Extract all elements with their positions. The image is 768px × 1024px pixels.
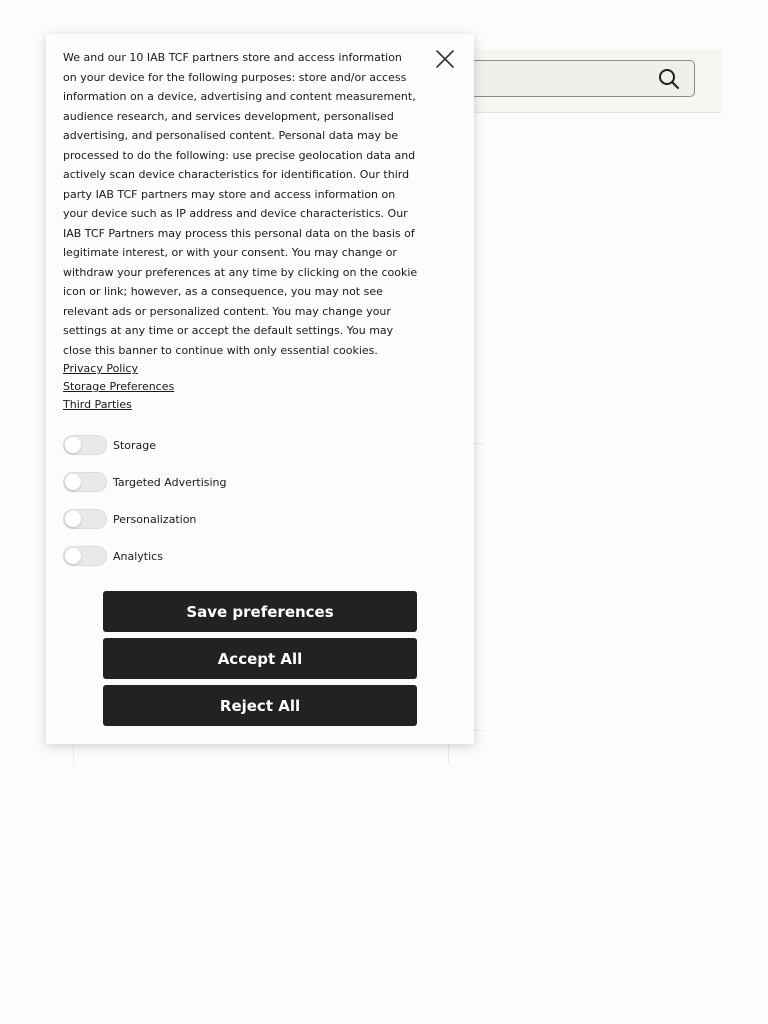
consent-toggles	[63, 434, 458, 567]
toggle-knob	[65, 548, 81, 564]
toggle-row-storage	[63, 434, 458, 456]
toggle-row-personalization	[63, 508, 458, 530]
privacy-policy-link[interactable]: Privacy Policy	[63, 362, 138, 375]
reject-all-button[interactable]: Reject All	[103, 685, 417, 726]
targeted-advertising-toggle-label: Targeted Advertising	[113, 475, 227, 489]
storage-preferences-link[interactable]: Storage Preferences	[63, 380, 175, 393]
toggle-row-targeted-advertising	[63, 471, 458, 493]
consent-body-text: We and our 10 IAB TCF partners store and access information on your device for the following purposes: store and/or access information on a device, advertising and content measurement, audience research, and services development, personalised advertising, and personalised content. Personal data may be processed to do the following: use precise geolocation data and actively scan device characteristics for identification. Our third party IAB TCF partners may store and access information on your device such as IP address and device characteristics. Our IAB TCF Partners may process this personal data on the basis of legitimate interest, or with your consent. You may change or withdraw your preferences at any time by clicking on the cookie icon or link; however, as a consequence, you may not see relevant ads or personalized content. You may change your settings at any time or accept the default settings. You may close this banner to continue with only essential cookies.	[63, 51, 418, 357]
third-parties-link[interactable]: Third Parties	[63, 398, 132, 411]
search-input[interactable]	[446, 60, 695, 97]
consent-links	[63, 360, 458, 414]
toggle-knob	[65, 474, 81, 490]
background-divider	[474, 730, 484, 731]
save-preferences-button[interactable]: Save preferences	[103, 591, 417, 632]
consent-dialog	[46, 34, 474, 744]
targeted-advertising-toggle[interactable]	[63, 472, 107, 492]
toggle-row-analytics	[63, 545, 458, 567]
personalization-toggle-label: Personalization	[113, 512, 197, 526]
close-icon[interactable]	[434, 48, 456, 70]
toggle-knob	[65, 437, 81, 453]
storage-toggle-label: Storage	[113, 438, 157, 452]
background-divider	[474, 443, 484, 444]
toggle-knob	[65, 511, 81, 527]
accept-all-button[interactable]: Accept All	[103, 638, 417, 679]
storage-toggle[interactable]	[63, 435, 107, 455]
analytics-toggle-label: Analytics	[113, 549, 163, 563]
personalization-toggle[interactable]	[63, 509, 107, 529]
analytics-toggle[interactable]	[63, 546, 107, 566]
consent-actions	[103, 591, 417, 732]
search-icon[interactable]	[658, 68, 680, 90]
